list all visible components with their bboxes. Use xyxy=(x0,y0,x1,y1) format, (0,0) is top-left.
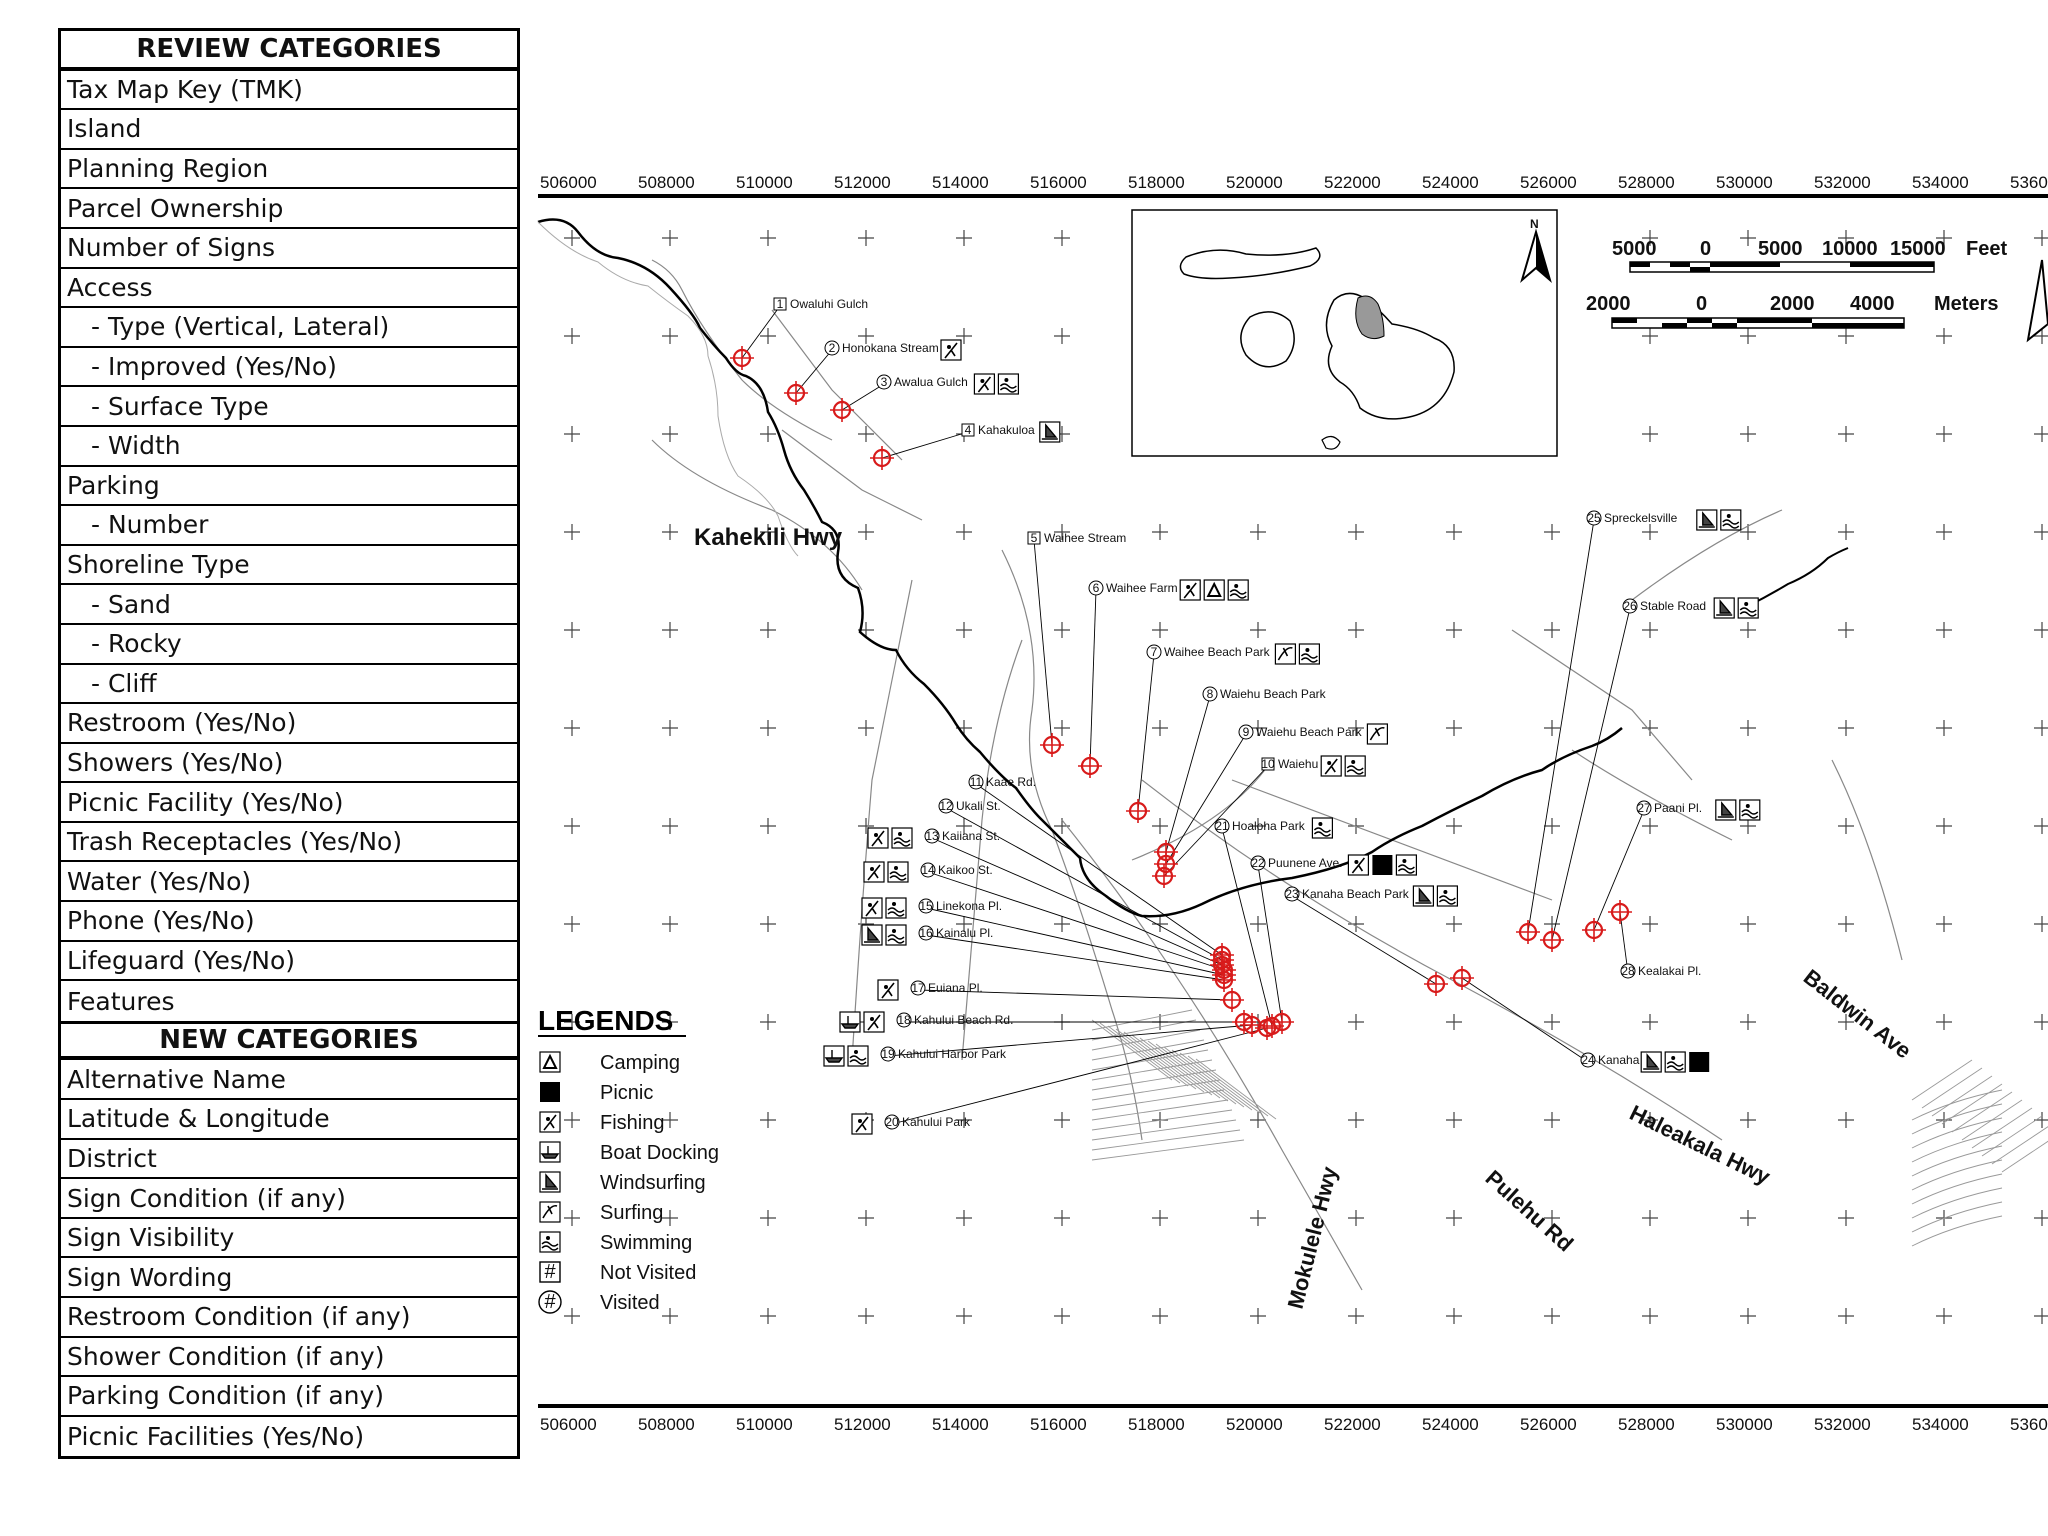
x-tick-label: 520000 xyxy=(1226,173,1283,192)
review-category-row: - Cliff xyxy=(61,665,517,705)
leader-line xyxy=(742,306,780,358)
site-label-15 xyxy=(862,898,1002,918)
leader-line xyxy=(1292,896,1436,984)
visited-site-marker xyxy=(830,398,854,422)
x-tick-label: 518000 xyxy=(1128,1415,1185,1434)
site-name: Puunene Ave. xyxy=(1268,856,1343,870)
fish-activity-icon xyxy=(852,1114,872,1134)
swim-activity-icon xyxy=(1299,644,1319,664)
camp-activity-icon xyxy=(1204,580,1224,600)
legend xyxy=(538,1005,719,1314)
site-label-25 xyxy=(1587,510,1741,530)
fish-activity-icon xyxy=(941,340,961,360)
site-number: 20 xyxy=(885,1115,899,1129)
scale-meters-tick: 2000 xyxy=(1586,293,1631,315)
wind-activity-icon xyxy=(1697,510,1717,530)
x-tick-label: 5360 xyxy=(2010,173,2048,192)
site-number: 9 xyxy=(1242,725,1250,739)
site-label-23 xyxy=(1285,886,1457,906)
site-label-10 xyxy=(1261,756,1365,776)
site-name: Waihee Beach Park xyxy=(1164,645,1270,659)
new-category-row: Shower Condition (if any) xyxy=(61,1338,517,1378)
site-label-1 xyxy=(774,297,868,311)
review-category-row: Tax Map Key (TMK) xyxy=(61,71,517,111)
review-category-row: Picnic Facility (Yes/No) xyxy=(61,783,517,823)
legend-glyph: # xyxy=(544,1291,556,1313)
x-tick-label: 530000 xyxy=(1716,173,1773,192)
new-category-row: Sign Wording xyxy=(61,1258,517,1298)
x-tick-label: 532000 xyxy=(1814,173,1871,192)
visited-site-marker xyxy=(1040,733,1064,757)
camp-activity-icon xyxy=(540,1052,560,1072)
road-label-pulehu: Pulehu Rd xyxy=(1480,1165,1579,1257)
site-label-26 xyxy=(1623,598,1758,618)
fish-activity-icon xyxy=(1180,580,1200,600)
site-number: 14 xyxy=(921,863,935,877)
site-number: 6 xyxy=(1092,581,1100,595)
site-name: Linekona Pl. xyxy=(936,899,1003,913)
site-label-4 xyxy=(962,422,1060,442)
site-name: Honokana Stream xyxy=(842,341,939,355)
leader-line xyxy=(1258,865,1282,1022)
x-tick-label: 520000 xyxy=(1226,1415,1283,1434)
boat-docking-icon xyxy=(540,1142,560,1162)
review-categories-header: REVIEW CATEGORIES xyxy=(61,31,517,71)
x-tick-label: 530000 xyxy=(1716,1415,1773,1434)
x-tick-label: 516000 xyxy=(1030,173,1087,192)
swim-activity-icon xyxy=(1740,800,1760,820)
site-number: 1 xyxy=(776,297,784,311)
site-number: 27 xyxy=(1637,801,1651,815)
site-name: Stable Road xyxy=(1640,599,1707,613)
x-tick-label: 528000 xyxy=(1618,173,1675,192)
scale-meters-tick: 2000 xyxy=(1770,293,1815,315)
site-name: Waiehu Beach Park xyxy=(1220,687,1326,701)
x-tick-label: 508000 xyxy=(638,1415,695,1434)
review-category-row: - Width xyxy=(61,427,517,467)
swim-activity-icon xyxy=(1312,818,1332,838)
site-label-22 xyxy=(1251,855,1416,875)
visited-site-marker xyxy=(1540,928,1564,952)
site-number: 21 xyxy=(1215,819,1229,833)
swim-activity-icon xyxy=(886,925,906,945)
new-category-row: Sign Condition (if any) xyxy=(61,1179,517,1219)
visited-site-marker xyxy=(870,446,894,470)
x-tick-label: 508000 xyxy=(638,173,695,192)
categories-table xyxy=(58,28,520,1459)
wind-activity-icon xyxy=(1040,422,1060,442)
road-label-kahekili: Kahekili Hwy xyxy=(694,524,843,551)
fish-activity-icon xyxy=(862,898,882,918)
site-label-3 xyxy=(877,374,1018,394)
pic-activity-icon xyxy=(1689,1052,1709,1072)
fishing-icon xyxy=(540,1112,560,1132)
pic-activity-icon xyxy=(540,1082,560,1102)
wind-activity-icon xyxy=(1641,1052,1661,1072)
legend-title: LEGENDS xyxy=(538,1005,674,1036)
scale-feet-tick: 5000 xyxy=(1612,238,1657,260)
site-number: 28 xyxy=(1621,964,1635,978)
legend-label: Surfing xyxy=(600,1202,664,1224)
site-name: Waiehu xyxy=(1278,757,1319,771)
x-tick-label: 514000 xyxy=(932,1415,989,1434)
visited-site-marker xyxy=(784,381,808,405)
scale-feet-labels xyxy=(1612,238,2007,260)
review-category-row: Parking xyxy=(61,467,517,507)
review-category-row: Island xyxy=(61,110,517,150)
swim-activity-icon xyxy=(888,862,908,882)
legend-label: Not Visited xyxy=(600,1262,697,1284)
not-visited-marker-icon xyxy=(540,1261,560,1283)
site-number: 17 xyxy=(911,981,925,995)
maui-map xyxy=(532,160,2048,1450)
swim-activity-icon xyxy=(1396,855,1416,875)
bottom-axis-ticks xyxy=(540,1415,2048,1434)
review-category-row: - Surface Type xyxy=(61,387,517,427)
new-category-row: Restroom Condition (if any) xyxy=(61,1298,517,1338)
review-category-row: Number of Signs xyxy=(61,229,517,269)
swim-activity-icon xyxy=(1721,510,1741,530)
boat-activity-icon xyxy=(824,1046,844,1066)
leader-line xyxy=(1166,734,1246,864)
x-tick-label: 512000 xyxy=(834,173,891,192)
fish-activity-icon xyxy=(1348,855,1368,875)
scale-meters-tick: 4000 xyxy=(1850,293,1895,315)
x-tick-label: 5360 xyxy=(2010,1415,2048,1434)
x-tick-label: 516000 xyxy=(1030,1415,1087,1434)
scale-feet-unit: Feet xyxy=(1966,238,2008,260)
site-name: Waihee Stream xyxy=(1044,531,1127,545)
review-category-row: Shoreline Type xyxy=(61,546,517,586)
wind-activity-icon xyxy=(1413,886,1433,906)
site-label-2 xyxy=(825,340,961,360)
scale-meters-unit: Meters xyxy=(1934,293,1999,315)
site-name: Kanaha Beach Park xyxy=(1302,887,1409,901)
scale-bar-feet xyxy=(1630,262,1934,272)
site-name: Kahului Harbor Park xyxy=(898,1047,1007,1061)
site-number: 25 xyxy=(1587,511,1601,525)
review-category-row: Lifeguard (Yes/No) xyxy=(61,942,517,982)
swim-activity-icon xyxy=(998,374,1018,394)
site-name: Waihee Farm xyxy=(1106,581,1178,595)
site-name: Spreckelsville xyxy=(1604,511,1678,525)
review-category-row: - Rocky xyxy=(61,625,517,665)
fish-activity-icon xyxy=(540,1112,560,1132)
scale-feet-tick: 15000 xyxy=(1890,238,1946,260)
site-name: Awalua Gulch xyxy=(894,375,968,389)
site-name: Kahului Beach Rd. xyxy=(914,1013,1014,1027)
inset-map xyxy=(1132,210,1557,456)
fish-activity-icon xyxy=(1321,756,1341,776)
site-label-19 xyxy=(824,1046,1007,1066)
swim-activity-icon xyxy=(1437,886,1457,906)
site-name: Kaae Rd. xyxy=(986,775,1037,789)
x-tick-label: 510000 xyxy=(736,1415,793,1434)
x-tick-label: 524000 xyxy=(1422,173,1479,192)
fish-activity-icon xyxy=(868,828,888,848)
visited-site-marker xyxy=(1608,900,1632,924)
scale-feet-tick: 5000 xyxy=(1758,238,1803,260)
visited-marker-icon xyxy=(539,1291,561,1313)
svg-text:N: N xyxy=(1530,217,1539,231)
site-number: 19 xyxy=(881,1047,895,1061)
surf-activity-icon xyxy=(1367,724,1387,744)
leader-line xyxy=(1034,540,1052,745)
site-number: 15 xyxy=(919,899,933,913)
site-label-7 xyxy=(1147,644,1319,664)
site-name: Kanaha xyxy=(1598,1053,1640,1067)
x-tick-label: 512000 xyxy=(834,1415,891,1434)
site-number: 18 xyxy=(897,1013,911,1027)
north-arrow-right-icon xyxy=(2028,260,2048,340)
legend-label: Picnic xyxy=(600,1082,654,1104)
road-label-baldwin: Baldwin Ave xyxy=(1798,964,1917,1064)
x-tick-label: 506000 xyxy=(540,1415,597,1434)
x-tick-label: 522000 xyxy=(1324,1415,1381,1434)
site-number: 8 xyxy=(1206,687,1214,701)
site-label-28 xyxy=(1621,964,1701,978)
windsurfing-icon xyxy=(540,1172,560,1192)
site-number: 26 xyxy=(1623,599,1637,613)
surf-activity-icon xyxy=(540,1202,560,1222)
site-name: Paani Pl. xyxy=(1654,801,1703,815)
site-label-12 xyxy=(939,799,1001,813)
x-tick-label: 526000 xyxy=(1520,173,1577,192)
wind-activity-icon xyxy=(862,925,882,945)
x-tick-label: 526000 xyxy=(1520,1415,1577,1434)
legend-label: Boat Docking xyxy=(600,1142,719,1164)
leader-line xyxy=(1528,520,1594,932)
scale-feet-tick: 10000 xyxy=(1822,238,1878,260)
legend-label: Swimming xyxy=(600,1232,693,1254)
map-panel xyxy=(532,160,2048,1450)
scale-feet-tick: 0 xyxy=(1700,238,1712,260)
review-category-row: Planning Region xyxy=(61,150,517,190)
visited-site-marker xyxy=(1582,918,1606,942)
site-number: 4 xyxy=(964,423,972,437)
site-name: Kaiiana St. xyxy=(942,829,1001,843)
boat-activity-icon xyxy=(540,1142,560,1162)
review-category-row: Features xyxy=(67,986,175,1016)
fish-activity-icon xyxy=(864,1012,884,1032)
site-number: 3 xyxy=(880,375,888,389)
x-tick-label: 534000 xyxy=(1912,1415,1969,1434)
visited-site-marker xyxy=(1450,966,1474,990)
road-label-mokulele: Mokulele Hwy xyxy=(1282,1163,1343,1312)
new-category-row: Sign Visibility xyxy=(61,1219,517,1259)
review-category-row: - Type (Vertical, Lateral) xyxy=(61,308,517,348)
x-tick-label: 524000 xyxy=(1422,1415,1479,1434)
new-category-row: District xyxy=(61,1140,517,1180)
x-tick-label: 506000 xyxy=(540,173,597,192)
site-name: Kaikoo St. xyxy=(938,863,993,877)
site-label-9 xyxy=(1239,724,1387,744)
site-number: 13 xyxy=(925,829,939,843)
scale-bar-meters xyxy=(1612,318,1904,328)
new-category-row: Latitude & Longitude xyxy=(61,1100,517,1140)
site-number: 12 xyxy=(939,799,953,813)
site-label-20 xyxy=(852,1114,971,1134)
site-label-14 xyxy=(864,862,993,882)
site-label-6 xyxy=(1089,580,1248,600)
legend-label: Camping xyxy=(600,1052,681,1074)
site-label-27 xyxy=(1637,800,1760,820)
road-label-haleakala: Haleakala Hwy xyxy=(1625,1100,1775,1190)
visited-site-marker xyxy=(1126,799,1150,823)
top-axis-ticks xyxy=(540,173,2048,192)
new-category-row: Alternative Name xyxy=(61,1060,517,1100)
swim-activity-icon xyxy=(892,828,912,848)
surfing-icon xyxy=(540,1202,560,1222)
visited-site-marker xyxy=(1516,920,1540,944)
leader-line xyxy=(1552,608,1630,940)
review-category-row: Access xyxy=(61,269,517,309)
site-label-11 xyxy=(969,775,1036,789)
wind-activity-icon xyxy=(1716,800,1736,820)
site-number: 23 xyxy=(1285,887,1299,901)
x-tick-label: 510000 xyxy=(736,173,793,192)
legend-label: Fishing xyxy=(600,1112,665,1134)
swim-activity-icon xyxy=(886,898,906,918)
review-category-row: - Number xyxy=(61,506,517,546)
legend-label: Windsurfing xyxy=(600,1172,706,1194)
fish-activity-icon xyxy=(864,862,884,882)
review-category-row: Trash Receptacles (Yes/No) xyxy=(61,823,517,863)
site-name: Owaluhi Gulch xyxy=(790,297,869,311)
pic-activity-icon xyxy=(1372,855,1392,875)
x-tick-label: 522000 xyxy=(1324,173,1381,192)
boat-activity-icon xyxy=(840,1012,860,1032)
site-name: Euiana Pl. xyxy=(928,981,983,995)
site-number: 2 xyxy=(828,341,836,355)
site-name: Kahakuloa xyxy=(978,423,1035,437)
site-name: Kealakai Pl. xyxy=(1638,964,1702,978)
wind-activity-icon xyxy=(540,1172,560,1192)
site-number: 24 xyxy=(1581,1053,1595,1067)
review-category-row: Phone (Yes/No) xyxy=(61,902,517,942)
leader-line xyxy=(976,784,1222,955)
x-tick-label: 514000 xyxy=(932,173,989,192)
review-category-row: - Improved (Yes/No) xyxy=(61,348,517,388)
black-square-icon xyxy=(540,1082,560,1102)
site-label-8 xyxy=(1203,687,1327,701)
review-category-row: Water (Yes/No) xyxy=(61,862,517,902)
fish-activity-icon xyxy=(974,374,994,394)
scale-meters-tick: 0 xyxy=(1696,293,1708,315)
scale-meters-labels xyxy=(1586,293,1998,315)
site-name: Kahului Park xyxy=(902,1115,971,1129)
x-tick-label: 528000 xyxy=(1618,1415,1675,1434)
swim-activity-icon xyxy=(1228,580,1248,600)
review-category-row: Parcel Ownership xyxy=(61,189,517,229)
site-number: 10 xyxy=(1261,757,1275,771)
x-tick-label: 534000 xyxy=(1912,173,1969,192)
site-label-21 xyxy=(1215,818,1332,838)
site-label-5 xyxy=(1028,531,1126,545)
x-tick-label: 532000 xyxy=(1814,1415,1871,1434)
new-category-row: Parking Condition (if any) xyxy=(61,1377,517,1417)
visited-site-marker xyxy=(1078,754,1102,778)
site-name: Waiehu Beach Park xyxy=(1256,725,1362,739)
site-number: 7 xyxy=(1150,645,1158,659)
surf-activity-icon xyxy=(1275,644,1295,664)
lanai-island xyxy=(1241,312,1294,367)
swimming-icon xyxy=(540,1232,560,1252)
leader-line xyxy=(1090,590,1096,766)
site-label-18 xyxy=(840,1012,1013,1032)
leader-line xyxy=(1462,978,1588,1062)
swim-activity-icon xyxy=(848,1046,868,1066)
legend-label: Visited xyxy=(600,1292,660,1314)
site-label-24 xyxy=(1581,1052,1709,1072)
site-name: Ukali St. xyxy=(956,799,1001,813)
site-name: Kainalu Pl. xyxy=(936,926,994,940)
swim-activity-icon xyxy=(1665,1052,1685,1072)
site-number: 22 xyxy=(1251,856,1265,870)
new-category-row: Picnic Facilities (Yes/No) xyxy=(67,1422,365,1452)
legend-glyph: # xyxy=(544,1261,556,1283)
swim-activity-icon xyxy=(540,1232,560,1252)
site-number: 11 xyxy=(969,775,983,789)
site-number: 5 xyxy=(1030,531,1038,545)
fish-activity-icon xyxy=(878,980,898,1000)
leader-line xyxy=(882,432,968,458)
leader-line xyxy=(928,872,1224,970)
review-category-row: Showers (Yes/No) xyxy=(61,744,517,784)
triangle-icon xyxy=(540,1052,560,1072)
swim-activity-icon xyxy=(1345,756,1365,776)
site-number: 16 xyxy=(919,926,933,940)
review-category-row: Restroom (Yes/No) xyxy=(61,704,517,744)
site-name: Hoaloha Park xyxy=(1232,819,1305,833)
new-categories-header: NEW CATEGORIES xyxy=(61,1021,517,1061)
x-tick-label: 518000 xyxy=(1128,173,1185,192)
wind-activity-icon xyxy=(1714,598,1734,618)
review-category-row: - Sand xyxy=(61,585,517,625)
swim-activity-icon xyxy=(1738,598,1758,618)
